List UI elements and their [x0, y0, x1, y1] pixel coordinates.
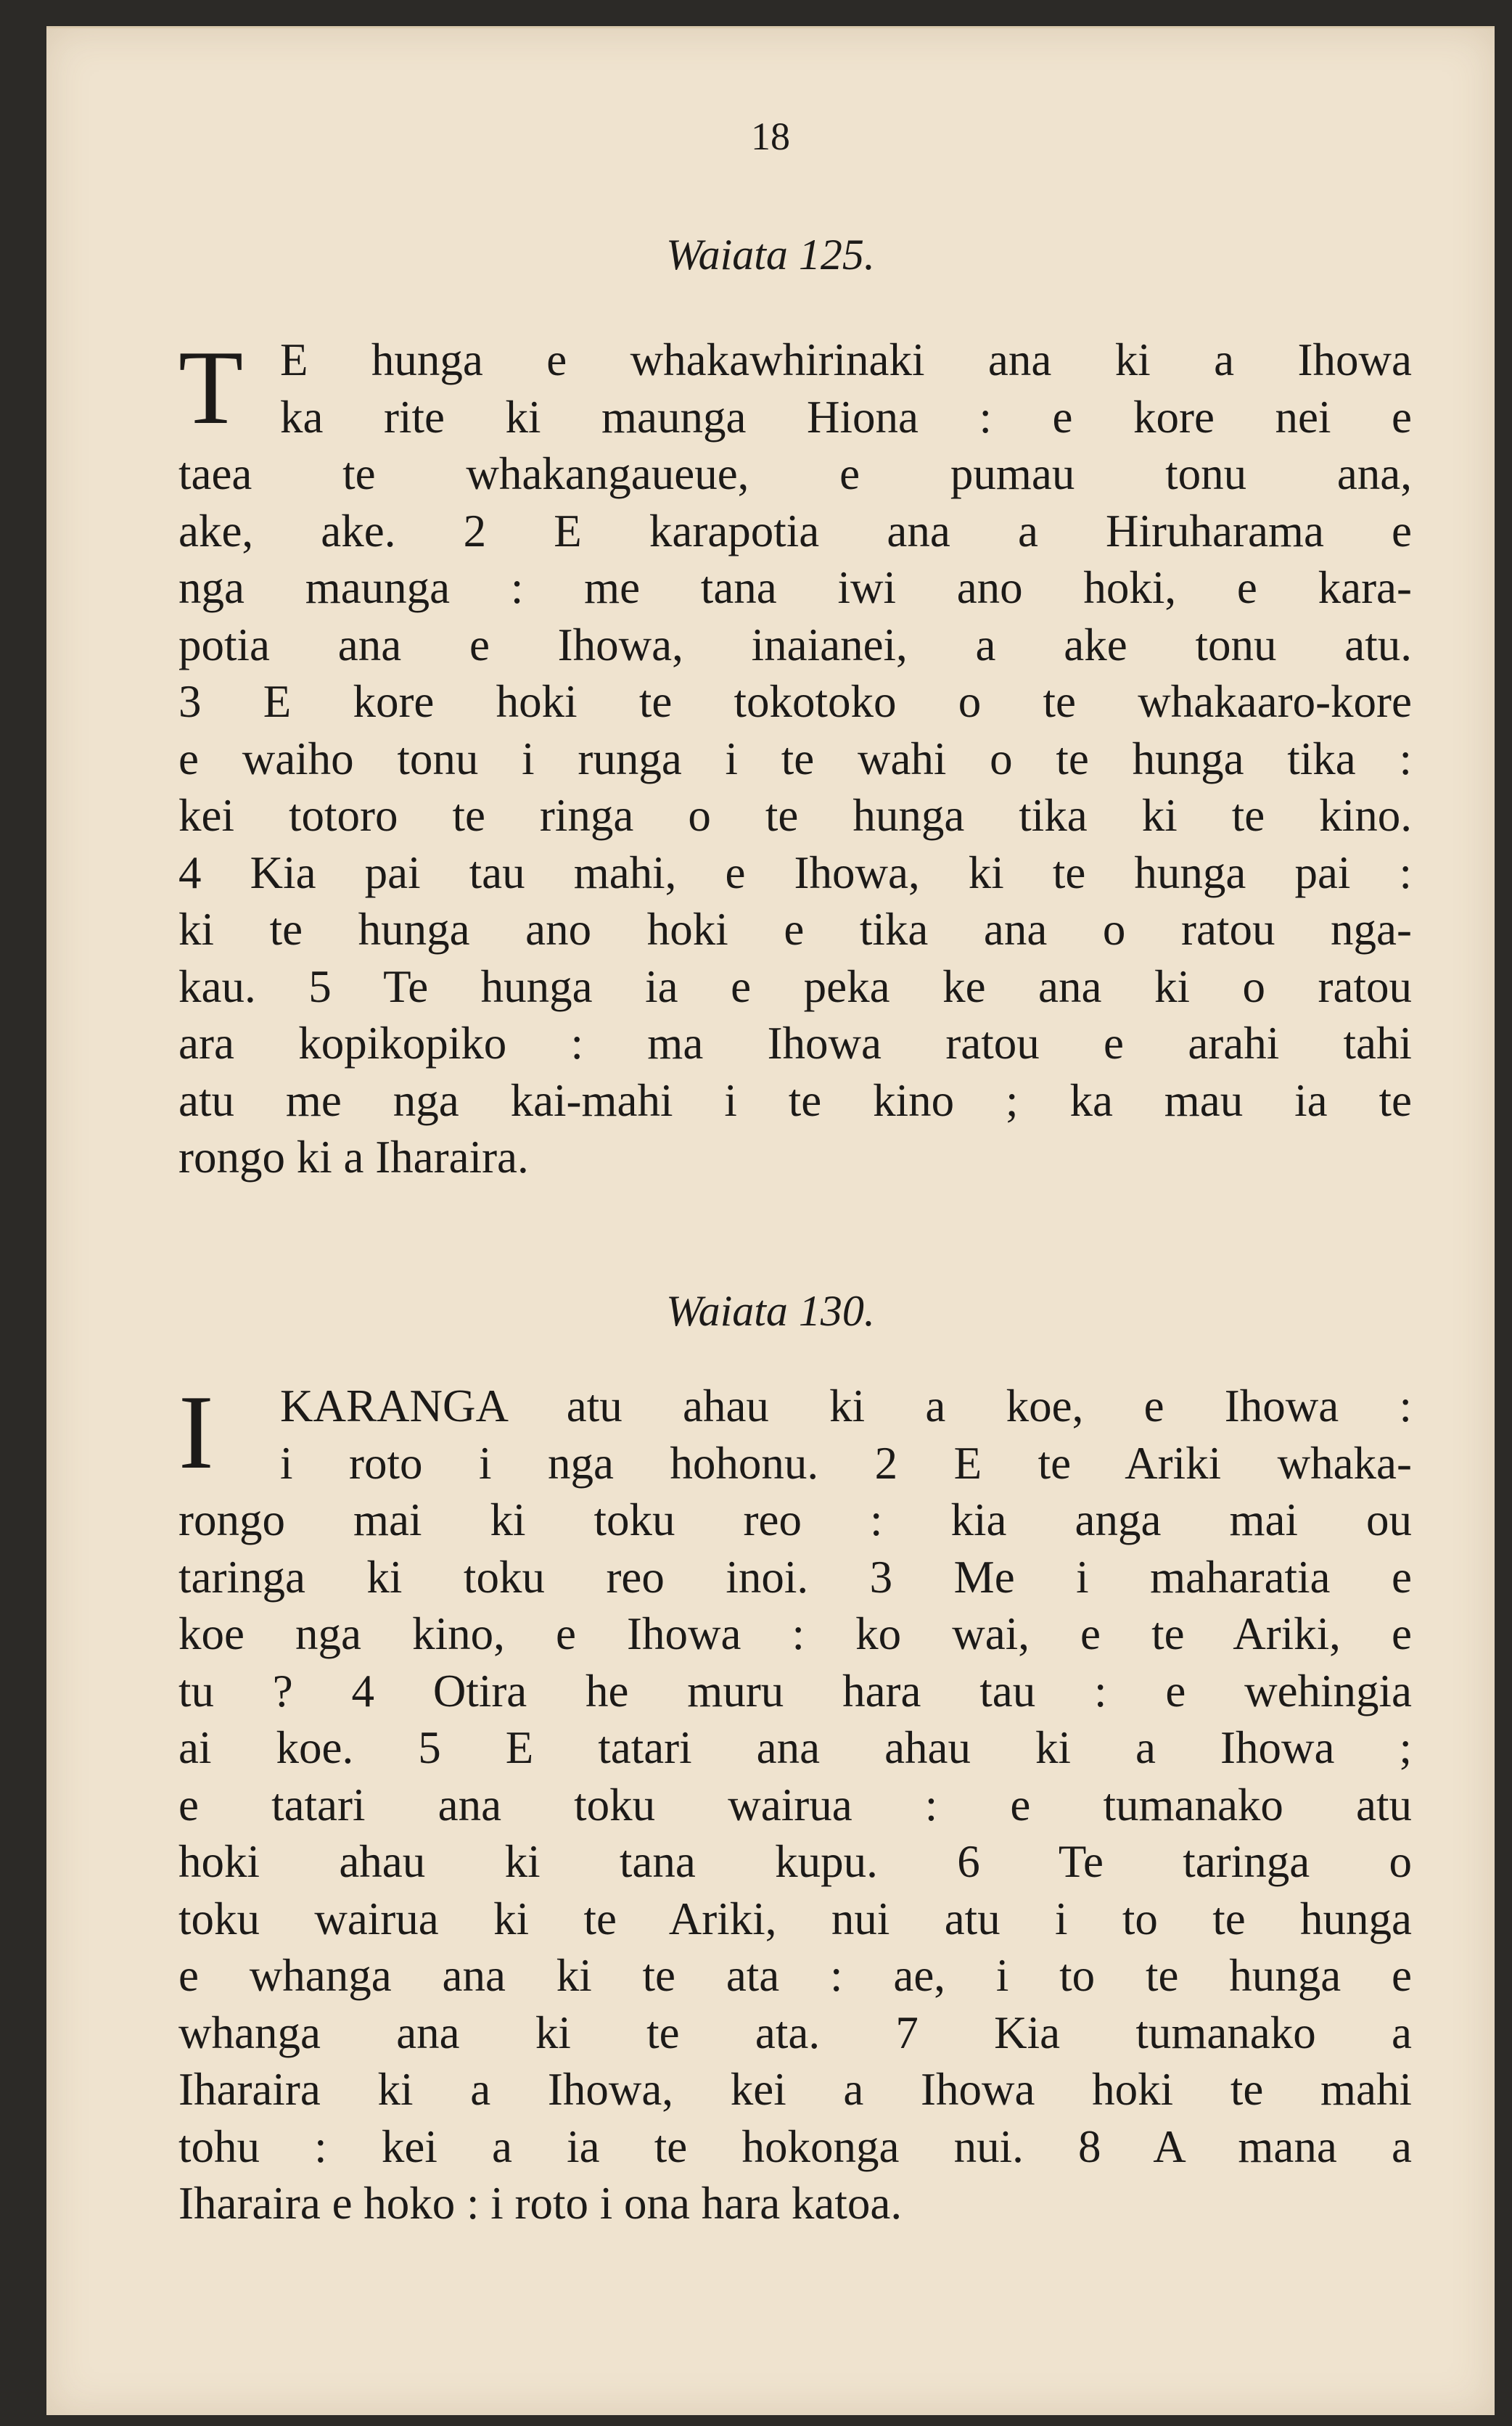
psalm-heading: Waiata 125. — [666, 231, 875, 279]
verse-line: ara kopikopiko : ma Ihowa ratou e arahi tahi — [178, 1018, 1412, 1069]
drop-cap: T — [178, 329, 244, 446]
verse-line: nga maunga : me tana iwi ano hoki, e kara- — [178, 562, 1412, 613]
verse-line: tohu : kei a ia te hokonga nui. 8 A mana a — [178, 2121, 1412, 2172]
verse-line: kei totoro te ringa o te hunga tika ki te kino. — [178, 790, 1412, 841]
verse-line: ki te hunga ano hoki e tika ana o ratou nga- — [178, 904, 1412, 955]
book-page — [46, 26, 1495, 2415]
verse-line: ake, ake. 2 E karapotia ana a Hiruharama e — [178, 505, 1412, 556]
verse-line: potia ana e Ihowa, inaianei, a ake tonu atu. — [178, 619, 1412, 670]
drop-cap: I — [178, 1373, 214, 1491]
verse-line: toku wairua ki te Ariki, nui atu i to te hunga — [178, 1893, 1412, 1944]
verse-line: e tatari ana toku wairua : e tumanako atu — [178, 1779, 1412, 1830]
verse-line: Iharaira e hoko : i roto i ona hara katoa. — [178, 2178, 903, 2229]
verse-line: whanga ana ki te ata. 7 Kia tumanako a — [178, 2007, 1412, 2058]
verse-line: tu ? 4 Otira he muru hara tau : e wehingia — [178, 1665, 1412, 1716]
verse-line: koe nga kino, e Ihowa : ko wai, e te Ariki, e — [178, 1608, 1412, 1659]
verse-line: hoki ahau ki tana kupu. 6 Te taringa o — [178, 1836, 1412, 1887]
verse-line: taea te whakangaueue, e pumau tonu ana, — [178, 448, 1412, 499]
verse-line: rongo ki a Iharaira. — [178, 1132, 529, 1183]
verse-line: 3 E kore hoki te tokotoko o te whakaaro-kore — [178, 676, 1412, 727]
psalm-body — [178, 1373, 1412, 2232]
psalm-body — [178, 329, 1412, 1186]
verse-line: Iharaira ki a Ihowa, kei a Ihowa hoki te mahi — [178, 2064, 1412, 2115]
verse-line: e whanga ana ki te ata : ae, i to te hunga e — [178, 1950, 1412, 2001]
verse-line: atu me nga kai-mahi i te kino ; ka mau ia te — [178, 1074, 1412, 1126]
verse-line: 4 Kia pai tau mahi, e Ihowa, ki te hunga pai : — [178, 847, 1412, 898]
verse-line: ai koe. 5 E tatari ana ahau ki a Ihowa ; — [178, 1722, 1412, 1773]
verse-line: ka rite ki maunga Hiona : e kore nei e — [280, 391, 1412, 443]
verse-line: kau. 5 Te hunga ia e peka ke ana ki o ratou — [178, 961, 1412, 1012]
verse-line: taringa ki toku reo inoi. 3 Me i maharatia e — [178, 1551, 1412, 1603]
psalm-heading: Waiata 130. — [666, 1287, 875, 1335]
verse-line: e waiho tonu i runga i te wahi o te hunga tika : — [178, 733, 1412, 784]
verse-line: KARANGA atu ahau ki a koe, e Ihowa : — [280, 1381, 1412, 1431]
verse-line: E hunga e whakawhirinaki ana ki a Ihowa — [280, 334, 1412, 385]
page-number: 18 — [751, 115, 790, 158]
verse-line: rongo mai ki toku reo : kia anga mai ou — [178, 1494, 1412, 1545]
verse-line: i roto i nga hohonu. 2 E te Ariki whaka- — [280, 1437, 1412, 1489]
